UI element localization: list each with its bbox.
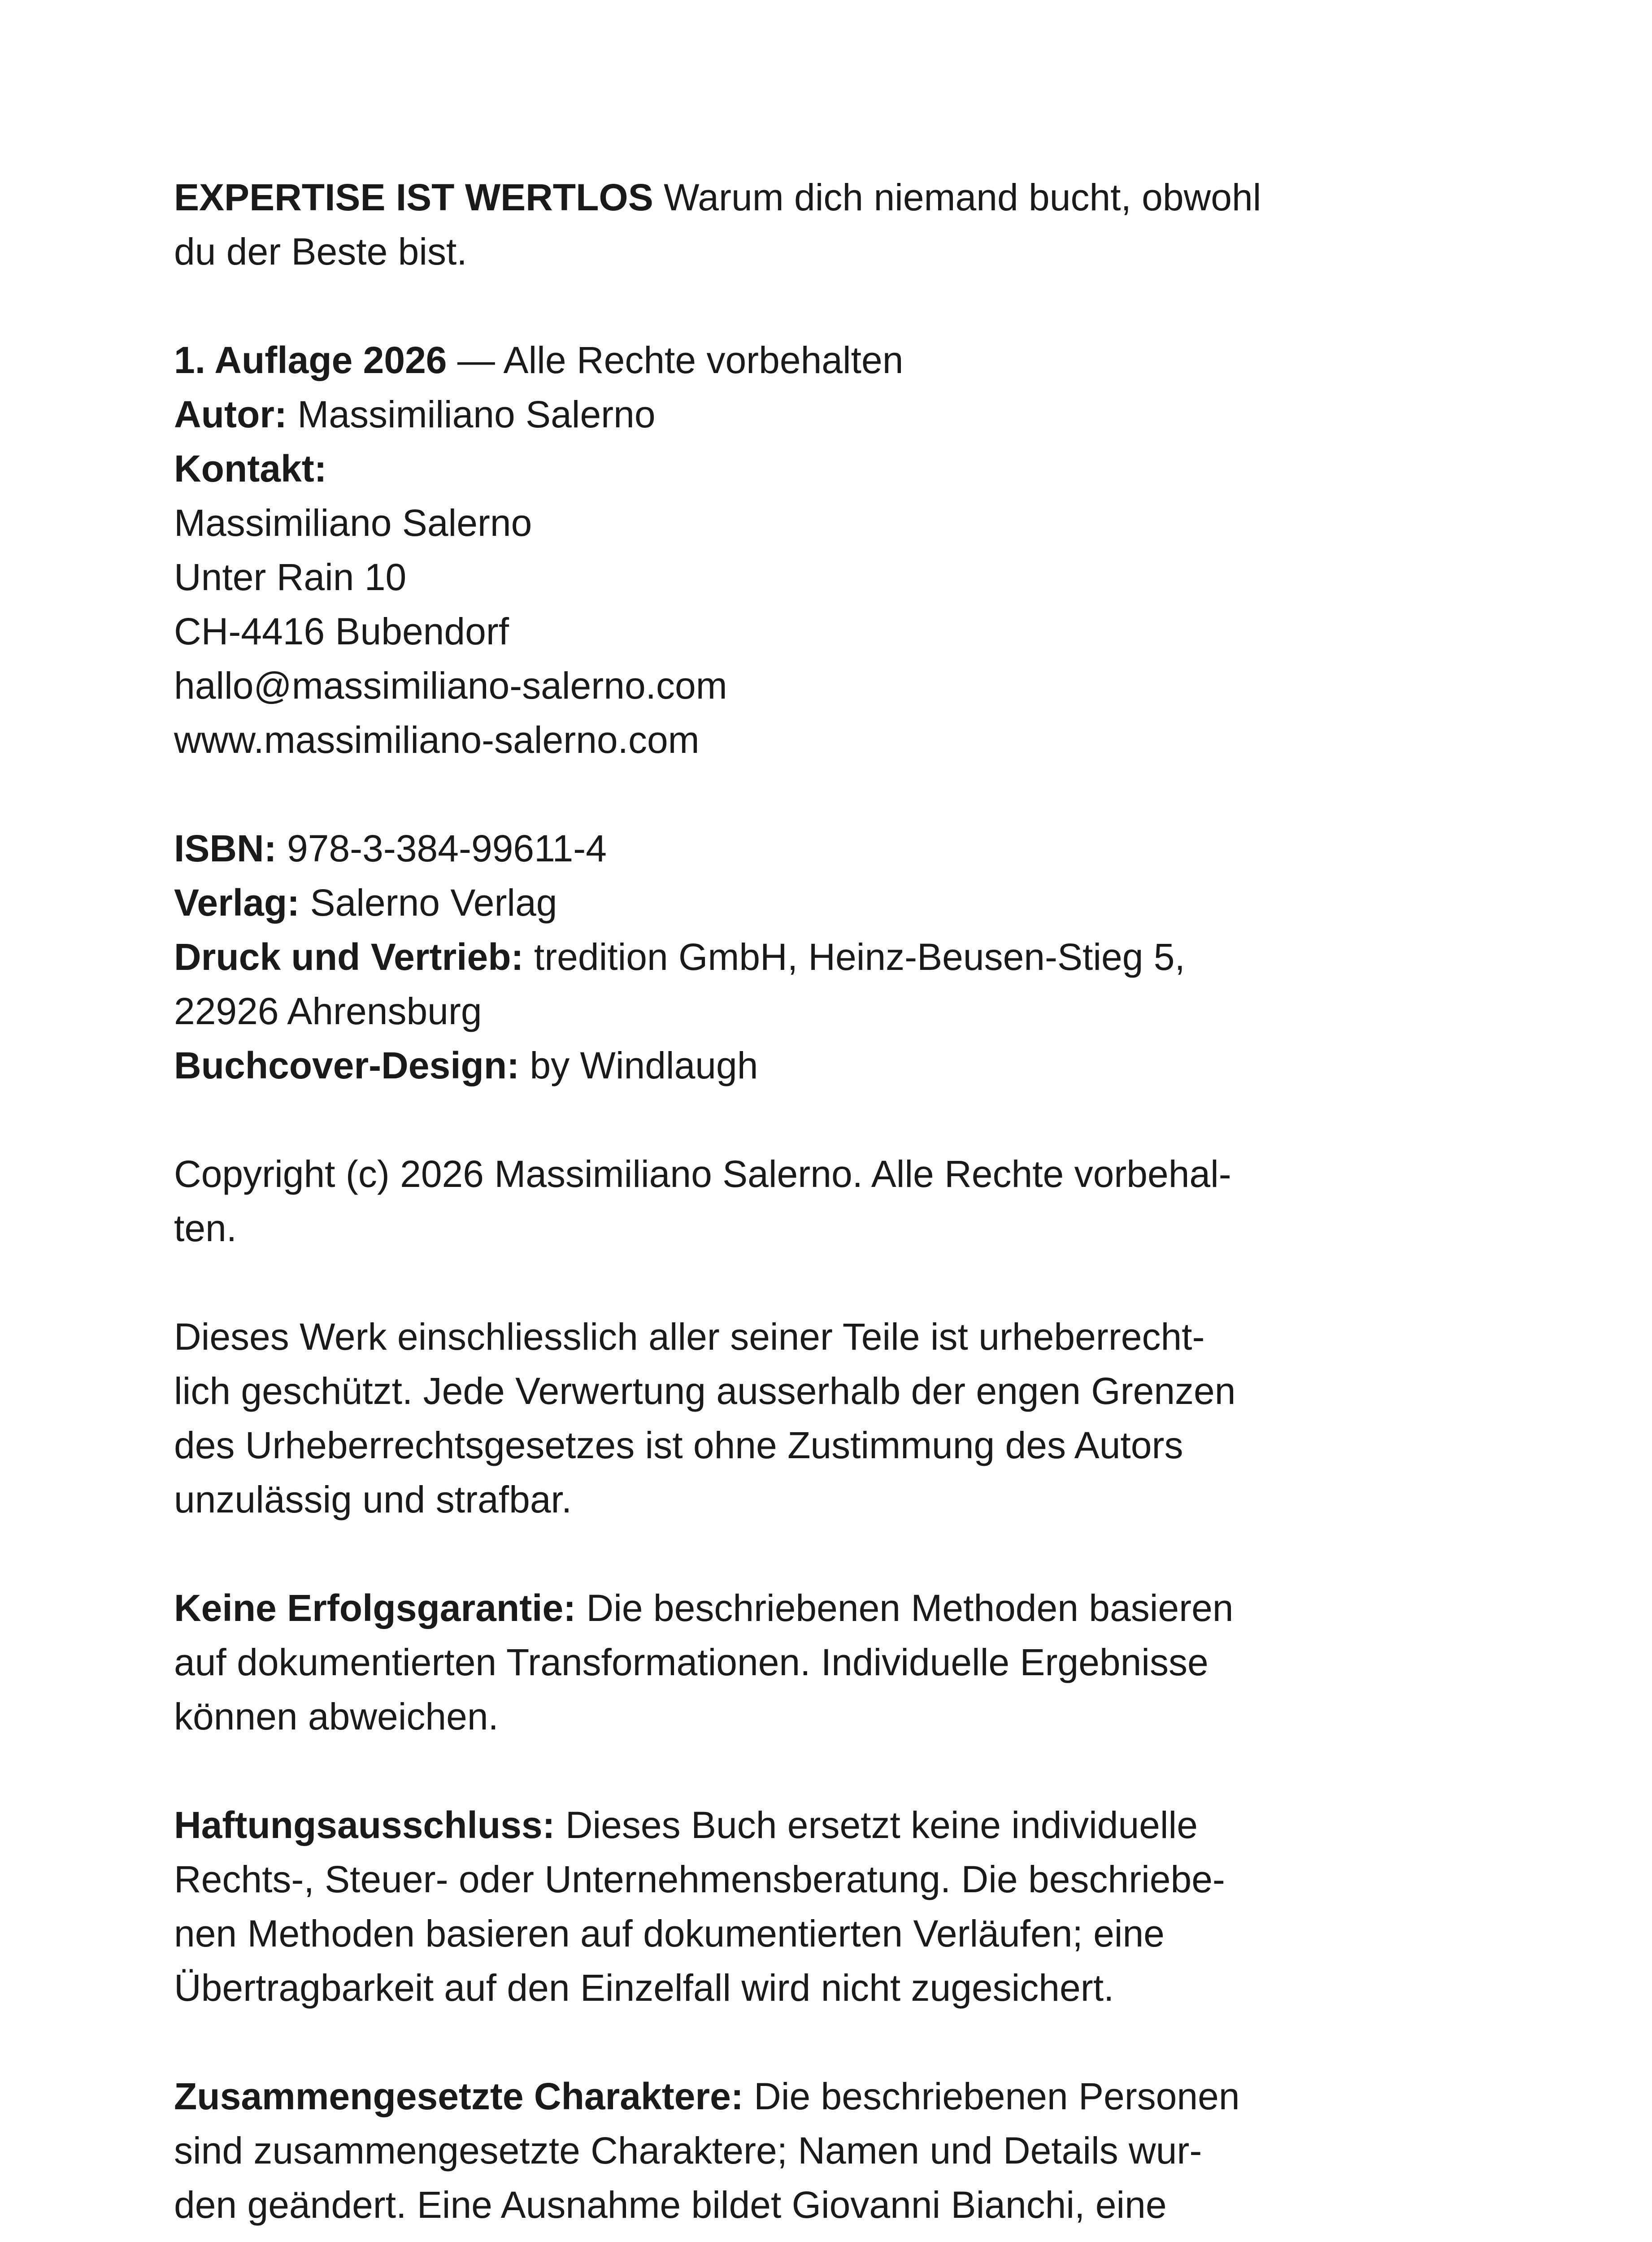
copyright-block — [174, 1147, 1390, 1256]
characters-label: Zusammengesetzte Charaktere: — [174, 2075, 743, 2117]
imprint-page — [174, 170, 1390, 2242]
author-label: Autor: — [174, 393, 287, 435]
cover-label: Buchcover-Design: — [174, 1044, 520, 1086]
edition-label: 1. Auflage 2026 — [174, 339, 447, 381]
no-guarantee-line: Keine Erfolgsgarantie: Die beschriebenen Methoden basieren — [174, 1587, 1234, 1629]
characters-line: den geändert. Eine Ausnahme bildet Giovanni Bianchi, eine — [174, 2184, 1167, 2226]
no-guarantee-line: können abweichen. — [174, 1695, 499, 1738]
protection-line: Dieses Werk einschliesslich aller seiner Teile ist urheberrecht- — [174, 1316, 1205, 1358]
characters-line: Zusammengesetzte Charaktere: Die beschriebenen Personen — [174, 2075, 1240, 2117]
protection-line: des Urheberrechtsgesetzes ist ohne Zustimmung des Autors — [174, 1424, 1183, 1466]
liability-line: Haftungsausschluss: Dieses Buch ersetzt keine individuelle — [174, 1804, 1198, 1846]
title-line — [174, 170, 1390, 225]
print-continuation: 22926 Ahrensburg — [174, 990, 482, 1032]
copyright-continuation: ten. — [174, 1207, 237, 1249]
print-line — [174, 930, 1390, 984]
isbn-line — [174, 821, 1390, 876]
contact-email[interactable]: hallo@massimiliano-salerno.com — [174, 665, 727, 707]
liability-line: Übertragbarkeit auf den Einzelfall wird nicht zugesichert. — [174, 1967, 1114, 2009]
subtitle-continuation: du der Beste bist. — [174, 230, 467, 273]
edition-text: — Alle Rechte vorbehalten — [447, 339, 904, 381]
print-label: Druck und Vertrieb: — [174, 936, 524, 978]
author-line — [174, 387, 1390, 442]
contact-street: Unter Rain 10 — [174, 556, 407, 598]
cover-value: by Windlaugh — [519, 1044, 758, 1086]
publication-block — [174, 821, 1390, 1093]
publisher-line — [174, 876, 1390, 930]
publisher-label: Verlag: — [174, 882, 300, 924]
liability-line: nen Methoden basieren auf dokumentierten Verläufen; eine — [174, 1912, 1165, 1955]
edition-block — [174, 333, 1390, 767]
contact-label: Kontakt: — [174, 448, 327, 490]
print-value: tredition GmbH, Heinz-Beusen-Stieg 5, — [523, 936, 1185, 978]
isbn-value: 978-3-384-99611-4 — [276, 827, 607, 869]
isbn-label: ISBN: — [174, 827, 277, 869]
copyright-line: Copyright (c) 2026 Massimiliano Salerno. Alle Rechte vorbehal- — [174, 1153, 1231, 1195]
protection-line: lich geschützt. Jede Verwertung ausserhalb der engen Grenzen — [174, 1370, 1236, 1412]
no-guarantee-block — [174, 1581, 1390, 1744]
protection-block — [174, 1310, 1390, 1527]
contact-name: Massimiliano Salerno — [174, 502, 532, 544]
author-value: Massimiliano Salerno — [287, 393, 656, 435]
liability-line: Rechts-, Steuer- oder Unternehmensberatung. Die beschriebe- — [174, 1858, 1225, 1900]
book-subtitle: Warum dich niemand bucht, obwohl — [653, 176, 1261, 218]
characters-line: sind zusammengesetzte Charaktere; Namen und Details wur- — [174, 2129, 1202, 2172]
liability-block — [174, 1798, 1390, 2015]
edition-line — [174, 333, 1390, 387]
protection-line: unzulässig und strafbar. — [174, 1478, 572, 1521]
contact-city: CH-4416 Bubendorf — [174, 610, 509, 652]
no-guarantee-line: auf dokumentierten Transformationen. Individuelle Ergebnisse — [174, 1641, 1209, 1683]
liability-label: Haftungsausschluss: — [174, 1804, 555, 1846]
book-title: EXPERTISE IST WERTLOS — [174, 176, 653, 218]
cover-line — [174, 1038, 1390, 1093]
no-guarantee-label: Keine Erfolgsgarantie: — [174, 1587, 576, 1629]
publisher-value: Salerno Verlag — [300, 882, 557, 924]
contact-website[interactable]: www.massimiliano-salerno.com — [174, 719, 700, 761]
characters-block — [174, 2069, 1390, 2232]
title-block — [174, 170, 1390, 279]
